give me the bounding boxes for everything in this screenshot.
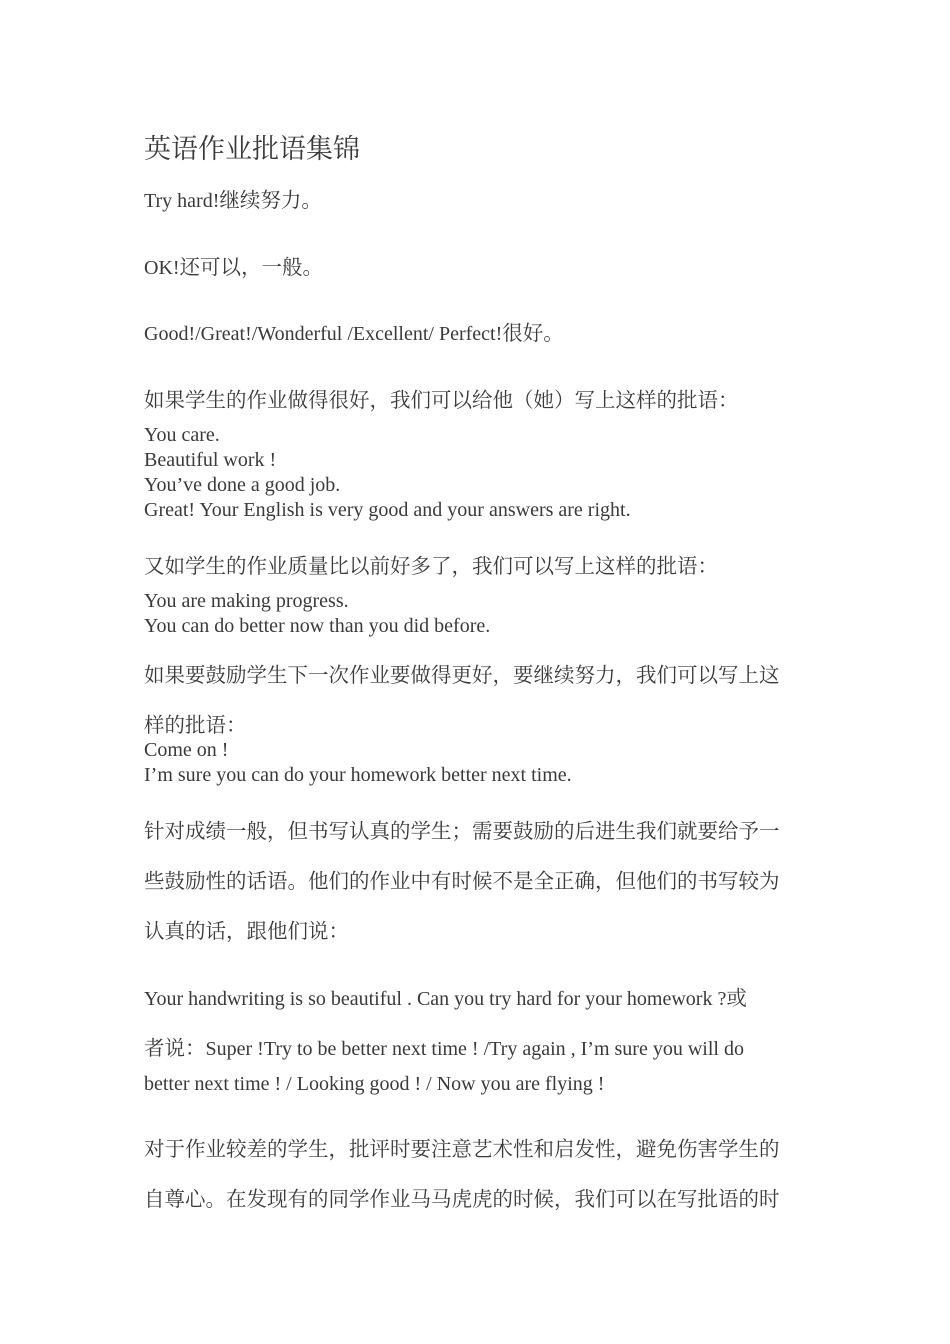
heading-average-students — [144, 806, 812, 956]
list-item: You care. — [144, 424, 220, 446]
list-item: Come on ! — [144, 739, 229, 761]
paragraph-handwriting-en: Super !Try to be better next time ! /Try again , I’m sure you will do — [205, 1038, 744, 1060]
paragraph-handwriting-line3: better next time ! / Looking good ! / Now you are flying ! — [144, 1073, 605, 1095]
paragraph-try-hard-zh: 继续努力。 — [219, 188, 322, 212]
paragraph-ok — [144, 253, 812, 282]
heading-encourage — [144, 650, 812, 750]
paragraph-handwriting-line1 — [144, 983, 812, 1014]
list-encourage — [144, 738, 812, 788]
paragraph-good — [144, 319, 812, 348]
document-title: 英语作业批语集锦 — [144, 134, 360, 165]
heading-encourage-line: 如果要鼓励学生下一次作业要做得更好，要继续努力，我们可以写上这 — [144, 663, 780, 687]
heading-improved-work: 又如学生的作业质量比以前好多了，我们可以写上这样的批语： — [144, 554, 718, 578]
list-improved-work — [144, 589, 812, 639]
paragraph-handwriting-zh: 者说： — [144, 1036, 206, 1060]
paragraph-good-en: Good!/Great!/Wonderful /Excellent/ Perfect! — [144, 323, 503, 345]
paragraph-ok-zh: 还可以，一般。 — [179, 255, 324, 279]
paragraph-handwriting-line2 — [144, 1033, 812, 1064]
paragraph-handwriting-en: Your handwriting is so beautiful . Can you try hard for your homework ? — [144, 988, 727, 1010]
paragraph-good-zh: 很好。 — [502, 321, 564, 345]
list-item: I’m sure you can do your homework better next time. — [144, 764, 572, 786]
paragraph-try-hard-en: Try hard! — [144, 190, 220, 212]
paragraph-handwriting-zh: 或 — [726, 986, 747, 1010]
heading-poor-work — [144, 1124, 812, 1224]
paragraph-try-hard — [144, 186, 812, 215]
list-good-work — [144, 423, 812, 523]
heading-average-students-line: 针对成绩一般，但书写认真的学生；需要鼓励的后进生我们就要给予一 — [144, 819, 780, 843]
heading-poor-work-line: 对于作业较差的学生，批评时要注意艺术性和启发性，避免伤害学生的 — [144, 1137, 780, 1161]
heading-good-work: 如果学生的作业做得很好，我们可以给他（她）写上这样的批语： — [144, 388, 739, 412]
heading-poor-work-line: 自尊心。在发现有的同学作业马马虎虎的时候，我们可以在写批语的时 — [144, 1187, 780, 1211]
paragraph-ok-en: OK! — [144, 257, 180, 279]
list-item: Beautiful work ! — [144, 449, 277, 471]
list-item: You are making progress. — [144, 590, 349, 612]
list-item: You can do better now than you did before. — [144, 615, 491, 637]
list-item: You’ve done a good job. — [144, 474, 341, 496]
heading-average-students-line: 认真的话，跟他们说： — [144, 919, 349, 943]
list-item: Great! Your English is very good and your answers are right. — [144, 499, 631, 521]
heading-encourage-line: 样的批语： — [144, 713, 247, 737]
heading-average-students-line: 些鼓励性的话语。他们的作业中有时候不是全正确，但他们的书写较为 — [144, 869, 780, 893]
